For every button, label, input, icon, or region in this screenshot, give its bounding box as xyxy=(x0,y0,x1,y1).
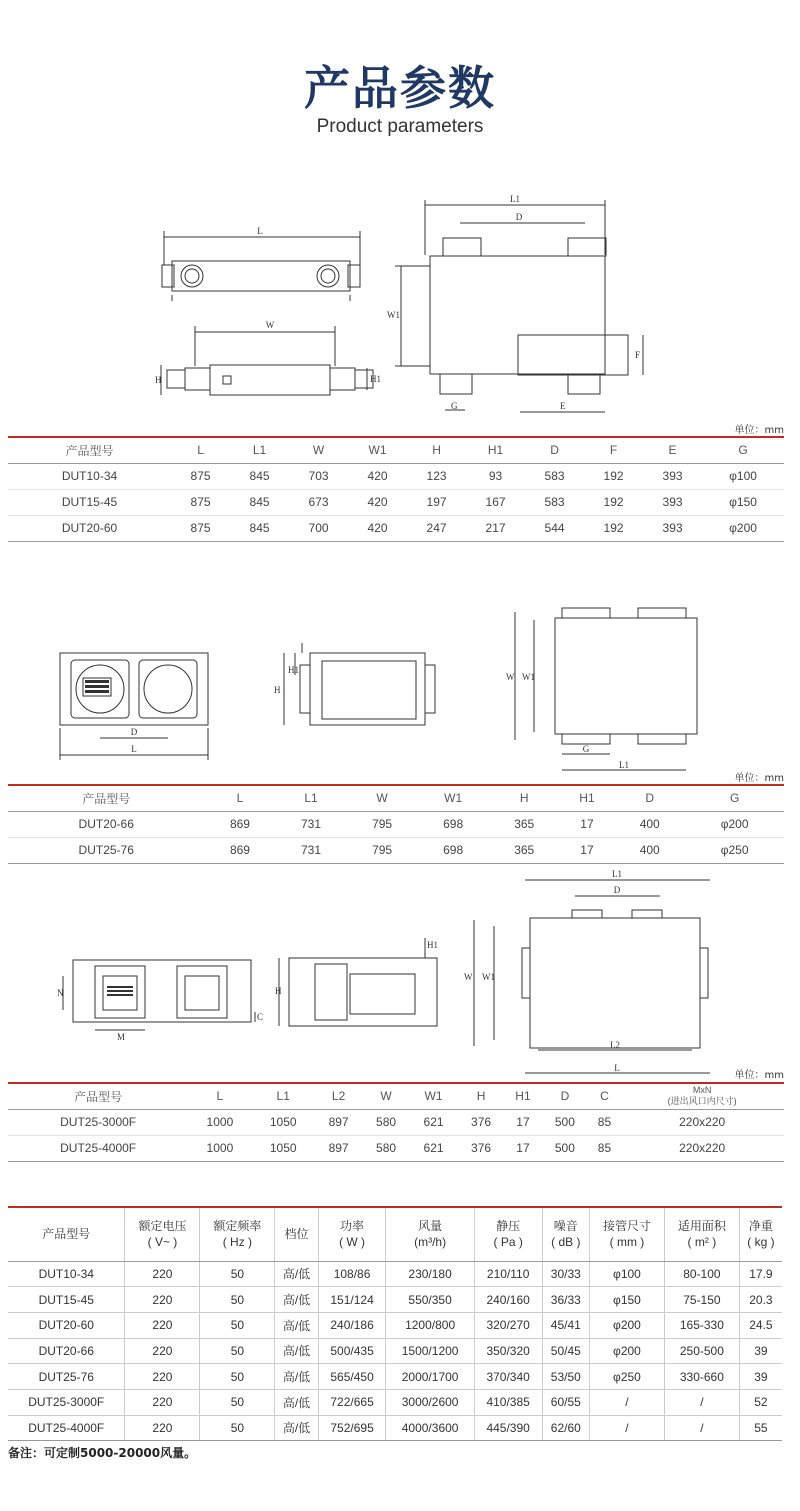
table-cell: 220x220 xyxy=(620,1135,784,1161)
table-cell: 393 xyxy=(643,489,702,515)
table-cell: 400 xyxy=(614,811,685,837)
column-header: H xyxy=(457,1083,504,1109)
table-header-row xyxy=(8,1083,784,1109)
header-text: 额定频率 xyxy=(213,1219,262,1234)
unit-label: 单位：mm xyxy=(734,425,784,436)
table-cell: 50 xyxy=(200,1261,275,1287)
table-cell: 80-100 xyxy=(664,1261,739,1287)
table-cell: 50 xyxy=(200,1312,275,1338)
dim-label-g: G xyxy=(582,744,590,754)
table-cell: 731 xyxy=(275,811,346,837)
column-header: W1 xyxy=(418,785,489,811)
column-header xyxy=(318,1207,386,1261)
table-cell: 731 xyxy=(275,837,346,863)
header-text: 适用面积 xyxy=(677,1219,726,1234)
column-header: L1 xyxy=(252,1083,315,1109)
table-cell: 50 xyxy=(200,1415,275,1441)
table-cell: / xyxy=(664,1389,739,1415)
column-header: W1 xyxy=(410,1083,457,1109)
column-header: H1 xyxy=(560,785,614,811)
table-cell: 420 xyxy=(348,515,407,541)
column-header xyxy=(739,1207,782,1261)
table-cell: 高/低 xyxy=(275,1287,318,1313)
column-header: L xyxy=(204,785,275,811)
dim-label-h: H xyxy=(275,986,282,996)
column-header xyxy=(590,1207,665,1261)
table-cell: 365 xyxy=(489,811,560,837)
table-cell: 621 xyxy=(410,1135,457,1161)
column-header: C xyxy=(589,1083,621,1109)
column-header: W1 xyxy=(348,437,407,463)
table-row xyxy=(8,515,784,541)
table-cell: DUT25-76 xyxy=(8,1364,125,1390)
dim-label-n: N xyxy=(57,988,64,998)
table-cell: 580 xyxy=(362,1135,409,1161)
table-cell: 167 xyxy=(466,489,525,515)
table-row xyxy=(8,1364,782,1390)
table-row xyxy=(8,811,784,837)
table-cell: / xyxy=(590,1415,665,1441)
table-cell: 550/350 xyxy=(386,1287,474,1313)
column-header xyxy=(275,1207,318,1261)
header-unit: ( kg ) xyxy=(747,1235,775,1250)
table-cell: DUT15-45 xyxy=(8,1287,125,1313)
table-cell: 247 xyxy=(407,515,466,541)
table-cell: 698 xyxy=(418,837,489,863)
table-cell: 795 xyxy=(347,837,418,863)
table-row xyxy=(8,1312,782,1338)
table-row xyxy=(8,1261,782,1287)
table-cell: 250-500 xyxy=(664,1338,739,1364)
column-header: L1 xyxy=(230,437,289,463)
table-cell: 350/320 xyxy=(474,1338,542,1364)
dim-label-w1: W1 xyxy=(387,310,400,320)
table-cell: 36/33 xyxy=(542,1287,589,1313)
dim-label-w: W xyxy=(464,972,473,982)
table-cell: 217 xyxy=(466,515,525,541)
table-cell: DUT10-34 xyxy=(8,463,171,489)
dim-label-g: G xyxy=(451,401,458,411)
table-cell: 165-330 xyxy=(664,1312,739,1338)
column-header: L1 xyxy=(275,785,346,811)
table-cell: 752/695 xyxy=(318,1415,386,1441)
column-header: H xyxy=(407,437,466,463)
column-header: H1 xyxy=(505,1083,541,1109)
table-cell: 500 xyxy=(541,1135,588,1161)
table-cell: 75-150 xyxy=(664,1287,739,1313)
table-cell: 698 xyxy=(418,811,489,837)
table-cell: 220 xyxy=(125,1338,200,1364)
table-cell: 85 xyxy=(589,1109,621,1135)
table-cell: 1000 xyxy=(188,1109,251,1135)
table-header-row xyxy=(8,1207,782,1261)
table-cell: 24.5 xyxy=(739,1312,782,1338)
drawing-top-view-small xyxy=(160,225,365,305)
column-header xyxy=(200,1207,275,1261)
table-cell: 93 xyxy=(466,463,525,489)
table-cell: 845 xyxy=(230,515,289,541)
table-cell: 376 xyxy=(457,1135,504,1161)
table-row xyxy=(8,1389,782,1415)
table-cell: 123 xyxy=(407,463,466,489)
table-cell: 544 xyxy=(525,515,584,541)
table-cell: 400 xyxy=(614,837,685,863)
table-cell: 39 xyxy=(739,1338,782,1364)
column-header: 产品型号 xyxy=(8,785,204,811)
dim-label-h: H xyxy=(155,375,162,385)
dim-label-w: W xyxy=(265,320,275,330)
table-header-row xyxy=(8,785,784,811)
table-cell: DUT25-76 xyxy=(8,837,204,863)
table-cell: 220x220 xyxy=(620,1109,784,1135)
table-cell: 393 xyxy=(643,463,702,489)
table-cell: 365 xyxy=(489,837,560,863)
footnote: 备注：可定制5000-20000风量。 xyxy=(8,1446,197,1460)
table-cell: 17 xyxy=(560,811,614,837)
table-row xyxy=(8,837,784,863)
dim-label-m: M xyxy=(117,1032,126,1042)
table-cell: 55 xyxy=(739,1415,782,1441)
column-header: D xyxy=(614,785,685,811)
mxn-label: MxN xyxy=(692,1085,712,1096)
header-text: 档位 xyxy=(284,1227,309,1242)
table-cell: 795 xyxy=(347,811,418,837)
table-cell: 869 xyxy=(204,837,275,863)
column-header: E xyxy=(643,437,702,463)
column-header: H xyxy=(489,785,560,811)
table-cell: 50 xyxy=(200,1338,275,1364)
table-cell: 445/390 xyxy=(474,1415,542,1441)
column-header: L xyxy=(171,437,230,463)
table-cell: φ250 xyxy=(590,1364,665,1390)
column-header: W xyxy=(347,785,418,811)
table-cell: 722/665 xyxy=(318,1389,386,1415)
table-cell: DUT25-4000F xyxy=(8,1415,125,1441)
page-title: 产品参数 xyxy=(304,61,496,115)
table-cell: 220 xyxy=(125,1312,200,1338)
column-header xyxy=(8,1207,125,1261)
table-cell: 20.3 xyxy=(739,1287,782,1313)
table-cell: DUT15-45 xyxy=(8,489,171,515)
table-cell: 1050 xyxy=(252,1109,315,1135)
mxn-note: (进出风口内尺寸) xyxy=(667,1096,737,1107)
table-cell: DUT25-3000F xyxy=(8,1389,125,1415)
table-cell: 50 xyxy=(200,1364,275,1390)
header-text: 风量 xyxy=(418,1219,443,1234)
header-unit: ( dB ) xyxy=(551,1235,581,1250)
table-cell: 1050 xyxy=(252,1135,315,1161)
table-cell: 897 xyxy=(315,1109,362,1135)
column-header-mxn xyxy=(620,1083,784,1109)
table-cell: 583 xyxy=(525,489,584,515)
dim-label-w: W xyxy=(506,672,515,682)
table-cell: 240/186 xyxy=(318,1312,386,1338)
header-unit: ( Hz ) xyxy=(222,1235,253,1250)
drawing-plan-view-small xyxy=(385,190,645,420)
table-cell: 2000/1700 xyxy=(386,1364,474,1390)
table-cell: 17 xyxy=(505,1109,541,1135)
table-cell: 39 xyxy=(739,1364,782,1390)
table-cell: 17.9 xyxy=(739,1261,782,1287)
table-cell: DUT20-66 xyxy=(8,811,204,837)
table-cell: 673 xyxy=(289,489,348,515)
drawing-front-view-large xyxy=(55,950,270,1045)
drawing-plan-view-large xyxy=(460,868,725,1080)
table-cell: 45/41 xyxy=(542,1312,589,1338)
drawing-front-view-medium xyxy=(55,648,215,763)
table-cell: 703 xyxy=(289,463,348,489)
table-row xyxy=(8,1338,782,1364)
dim-label-c: C xyxy=(257,1012,264,1022)
dim-label-d: D xyxy=(130,727,138,737)
dim-label-l1: L1 xyxy=(510,194,520,204)
table-cell: 192 xyxy=(584,489,643,515)
column-header xyxy=(474,1207,542,1261)
table-cell: 197 xyxy=(407,489,466,515)
table-cell: 565/450 xyxy=(318,1364,386,1390)
table-cell: φ200 xyxy=(590,1338,665,1364)
table-cell: 420 xyxy=(348,463,407,489)
column-header: G xyxy=(702,437,784,463)
column-header: L2 xyxy=(315,1083,362,1109)
header-text: 功率 xyxy=(340,1219,365,1234)
column-header: H1 xyxy=(466,437,525,463)
dim-label-e: E xyxy=(560,401,566,411)
table-cell: 高/低 xyxy=(275,1364,318,1390)
dim-label-w1: W1 xyxy=(522,672,535,682)
dim-label-l: L xyxy=(131,744,137,754)
header-text: 噪音 xyxy=(553,1219,578,1234)
column-header xyxy=(542,1207,589,1261)
table-cell: 62/60 xyxy=(542,1415,589,1441)
unit-label: 单位：mm xyxy=(734,1070,784,1081)
header-text: 静压 xyxy=(496,1219,521,1234)
table-cell: φ100 xyxy=(590,1261,665,1287)
table-cell: 410/385 xyxy=(474,1389,542,1415)
table-row xyxy=(8,1135,784,1161)
column-header: F xyxy=(584,437,643,463)
table-cell: 393 xyxy=(643,515,702,541)
table-cell: 420 xyxy=(348,489,407,515)
table-cell: φ200 xyxy=(702,515,784,541)
table-cell: 580 xyxy=(362,1109,409,1135)
table-row xyxy=(8,463,784,489)
table-cell: DUT20-66 xyxy=(8,1338,125,1364)
table-cell: 高/低 xyxy=(275,1261,318,1287)
table-row xyxy=(8,1287,782,1313)
header-unit: ( mm ) xyxy=(609,1235,645,1250)
table-cell: 220 xyxy=(125,1364,200,1390)
drawing-side-view-large xyxy=(275,930,445,1035)
table-cell: 1000 xyxy=(188,1135,251,1161)
table-cell: 17 xyxy=(560,837,614,863)
header-unit: ( V~ ) xyxy=(147,1235,178,1250)
table-cell: 50/45 xyxy=(542,1338,589,1364)
page-subtitle: Product parameters xyxy=(316,116,484,137)
table-row xyxy=(8,489,784,515)
table-cell: 60/55 xyxy=(542,1389,589,1415)
table-cell: 845 xyxy=(230,463,289,489)
table-cell: 17 xyxy=(505,1135,541,1161)
table-cell: 高/低 xyxy=(275,1338,318,1364)
column-header xyxy=(125,1207,200,1261)
table-cell: DUT20-60 xyxy=(8,1312,125,1338)
header-unit: (m³/h) xyxy=(414,1235,447,1250)
table-cell: 50 xyxy=(200,1389,275,1415)
table-cell: DUT10-34 xyxy=(8,1261,125,1287)
table-cell: 高/低 xyxy=(275,1415,318,1441)
dim-label-h: H xyxy=(274,685,281,695)
table-cell: 220 xyxy=(125,1287,200,1313)
table-cell: 3000/2600 xyxy=(386,1389,474,1415)
table-cell: 583 xyxy=(525,463,584,489)
column-header: G xyxy=(685,785,784,811)
dim-label-l1: L1 xyxy=(619,760,629,770)
table-cell: 220 xyxy=(125,1261,200,1287)
column-header xyxy=(386,1207,474,1261)
dim-label-f: F xyxy=(635,350,641,360)
table-cell: 30/33 xyxy=(542,1261,589,1287)
header-text: 接管尺寸 xyxy=(602,1219,651,1234)
table-cell: φ150 xyxy=(590,1287,665,1313)
column-header: L xyxy=(188,1083,251,1109)
table-cell: 845 xyxy=(230,489,289,515)
table-cell: DUT25-4000F xyxy=(8,1135,188,1161)
dim-label-l: L xyxy=(614,1063,620,1073)
dim-label-w1: W1 xyxy=(482,972,495,982)
dim-label-l2: L2 xyxy=(610,1040,620,1050)
table-cell: 869 xyxy=(204,811,275,837)
table-cell: 330-660 xyxy=(664,1364,739,1390)
unit-label: 单位：mm xyxy=(734,773,784,784)
dim-label-d: D xyxy=(613,885,621,895)
table-cell: 240/160 xyxy=(474,1287,542,1313)
header-text: 净重 xyxy=(748,1219,773,1234)
header-unit: ( Pa ) xyxy=(493,1235,523,1250)
column-header xyxy=(664,1207,739,1261)
table-cell: 高/低 xyxy=(275,1312,318,1338)
table-cell: 700 xyxy=(289,515,348,541)
column-header: W xyxy=(289,437,348,463)
table-cell: 高/低 xyxy=(275,1389,318,1415)
table-cell: 1200/800 xyxy=(386,1312,474,1338)
table-cell: 220 xyxy=(125,1389,200,1415)
column-header: D xyxy=(541,1083,588,1109)
drawing-plan-view-medium xyxy=(500,600,700,782)
table-cell: 52 xyxy=(739,1389,782,1415)
table-row xyxy=(8,1415,782,1441)
table-header-row xyxy=(8,437,784,463)
drawing-side-view-small xyxy=(155,318,380,398)
table-cell: 192 xyxy=(584,463,643,489)
table-cell: 151/124 xyxy=(318,1287,386,1313)
spec-table-group1 xyxy=(8,436,784,542)
table-cell: φ150 xyxy=(702,489,784,515)
header-unit: ( W ) xyxy=(339,1235,366,1250)
table-cell: 875 xyxy=(171,489,230,515)
dim-label-h1: H1 xyxy=(288,665,299,675)
table-cell: φ200 xyxy=(685,811,784,837)
column-header: D xyxy=(525,437,584,463)
table-cell: DUT20-60 xyxy=(8,515,171,541)
column-header: 产品型号 xyxy=(8,1083,188,1109)
table-cell: 53/50 xyxy=(542,1364,589,1390)
table-cell: 50 xyxy=(200,1287,275,1313)
table-cell: 192 xyxy=(584,515,643,541)
spec-table-group2 xyxy=(8,784,784,864)
table-cell: 376 xyxy=(457,1109,504,1135)
header-text: 产品型号 xyxy=(42,1227,91,1242)
spec-table-group3 xyxy=(8,1082,784,1162)
table-cell: 875 xyxy=(171,463,230,489)
table-cell: 500/435 xyxy=(318,1338,386,1364)
table-cell: 85 xyxy=(589,1135,621,1161)
table-cell: 370/340 xyxy=(474,1364,542,1390)
table-cell: 897 xyxy=(315,1135,362,1161)
column-header: W xyxy=(362,1083,409,1109)
header-unit: ( m² ) xyxy=(687,1235,717,1250)
table-cell: 230/180 xyxy=(386,1261,474,1287)
table-cell: / xyxy=(664,1415,739,1441)
table-cell: DUT25-3000F xyxy=(8,1109,188,1135)
header-text: 额定电压 xyxy=(138,1219,187,1234)
dim-label-l: L xyxy=(257,226,263,236)
table-cell: / xyxy=(590,1389,665,1415)
performance-table xyxy=(8,1206,782,1441)
drawing-side-view-medium xyxy=(270,635,445,735)
table-cell: 4000/3600 xyxy=(386,1415,474,1441)
dim-label-l1: L1 xyxy=(612,869,622,879)
table-cell: 220 xyxy=(125,1415,200,1441)
table-row xyxy=(8,1109,784,1135)
table-cell: 1500/1200 xyxy=(386,1338,474,1364)
table-cell: φ200 xyxy=(590,1312,665,1338)
column-header: 产品型号 xyxy=(8,437,171,463)
table-cell: 875 xyxy=(171,515,230,541)
dim-label-h1: H1 xyxy=(427,940,438,950)
table-cell: 320/270 xyxy=(474,1312,542,1338)
table-cell: 500 xyxy=(541,1109,588,1135)
table-cell: 210/110 xyxy=(474,1261,542,1287)
table-cell: 621 xyxy=(410,1109,457,1135)
table-cell: φ100 xyxy=(702,463,784,489)
table-cell: 108/86 xyxy=(318,1261,386,1287)
table-cell: φ250 xyxy=(685,837,784,863)
dim-label-h1: H1 xyxy=(370,374,381,384)
dim-label-d: D xyxy=(515,212,523,222)
